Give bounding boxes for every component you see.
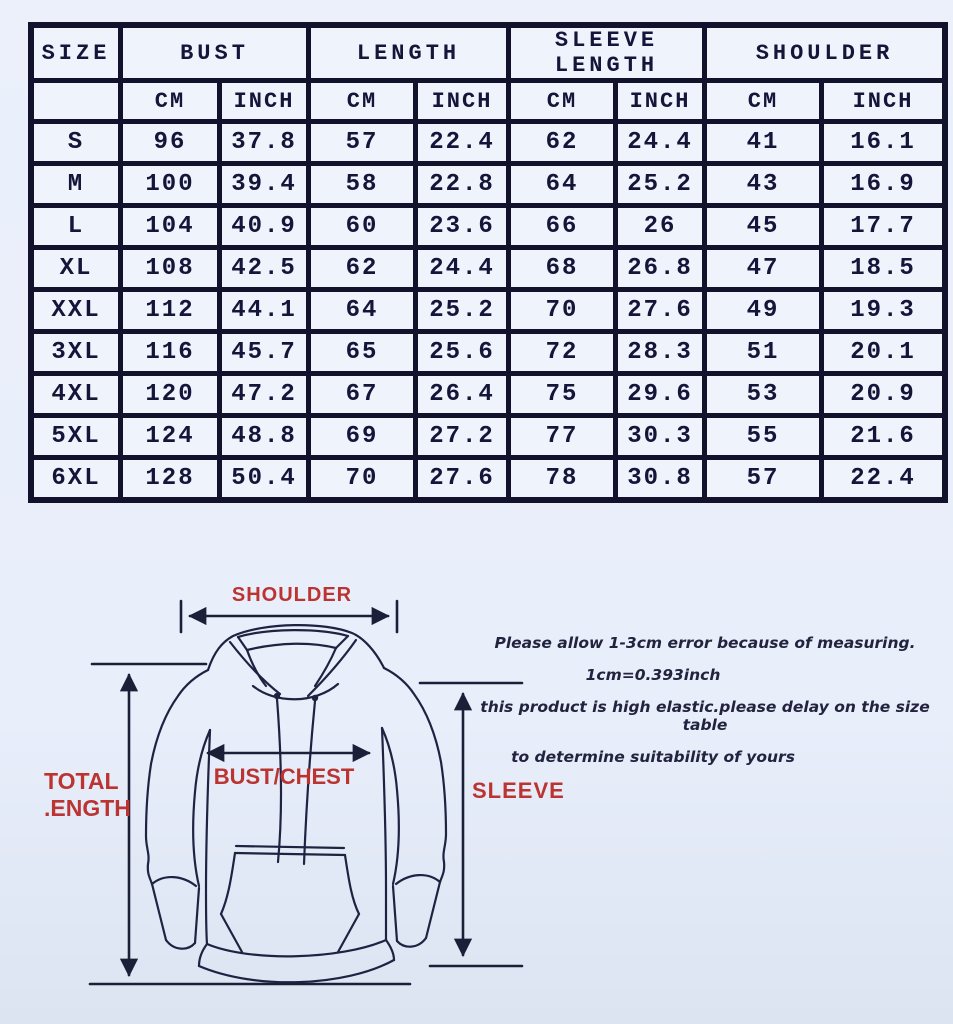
- value-cell: 53: [707, 376, 819, 413]
- value-cell: 22.4: [824, 460, 942, 497]
- value-cell: 77: [511, 418, 613, 455]
- table-row: [34, 460, 942, 497]
- table-row: [34, 418, 942, 455]
- value-cell: 75: [511, 376, 613, 413]
- note-line: 1cm=0.393inch: [585, 666, 721, 684]
- table-row: [34, 334, 942, 371]
- note-line: to determine suitability of yours: [511, 748, 795, 766]
- value-cell: 120: [123, 376, 217, 413]
- value-cell: 62: [511, 124, 613, 161]
- value-cell: 21.6: [824, 418, 942, 455]
- table-row: [34, 292, 942, 329]
- value-cell: 96: [123, 124, 217, 161]
- value-cell: 69: [311, 418, 413, 455]
- value-cell: 57: [707, 460, 819, 497]
- value-cell: 45: [707, 208, 819, 245]
- value-cell: 30.8: [618, 460, 702, 497]
- column-group-header: SHOULDER: [707, 28, 942, 78]
- value-cell: 20.9: [824, 376, 942, 413]
- value-cell: 16.9: [824, 166, 942, 203]
- value-cell: 20.1: [824, 334, 942, 371]
- total-length-label: [44, 768, 131, 822]
- value-cell: 27.2: [418, 418, 506, 455]
- note-line: this product is high elastic.please delay on the size table: [480, 698, 930, 734]
- value-cell: 44.1: [222, 292, 306, 329]
- unit-header: CM: [707, 83, 819, 119]
- table-unit-row: [34, 83, 942, 119]
- value-cell: 64: [511, 166, 613, 203]
- value-cell: 49: [707, 292, 819, 329]
- size-cell: S: [34, 124, 118, 161]
- size-cell: M: [34, 166, 118, 203]
- value-cell: 27.6: [618, 292, 702, 329]
- size-cell: 3XL: [34, 334, 118, 371]
- value-cell: 78: [511, 460, 613, 497]
- value-cell: 65: [311, 334, 413, 371]
- size-chart-table: [28, 22, 948, 503]
- size-cell: L: [34, 208, 118, 245]
- size-cell: 4XL: [34, 376, 118, 413]
- measuring-notes: [462, 634, 948, 780]
- value-cell: 70: [511, 292, 613, 329]
- value-cell: 64: [311, 292, 413, 329]
- hoodie-outline-drawing: [146, 625, 446, 982]
- value-cell: 25.2: [618, 166, 702, 203]
- value-cell: 55: [707, 418, 819, 455]
- value-cell: 41: [707, 124, 819, 161]
- table-row: [34, 250, 942, 287]
- column-group-header: LENGTH: [311, 28, 506, 78]
- value-cell: 50.4: [222, 460, 306, 497]
- value-cell: 128: [123, 460, 217, 497]
- value-cell: 42.5: [222, 250, 306, 287]
- value-cell: 48.8: [222, 418, 306, 455]
- value-cell: 62: [311, 250, 413, 287]
- value-cell: 16.1: [824, 124, 942, 161]
- value-cell: 23.6: [418, 208, 506, 245]
- table-group-row: [34, 28, 942, 78]
- value-cell: 72: [511, 334, 613, 371]
- value-cell: 68: [511, 250, 613, 287]
- value-cell: 57: [311, 124, 413, 161]
- value-cell: 116: [123, 334, 217, 371]
- size-cell: 6XL: [34, 460, 118, 497]
- shoulder-label: SHOULDER: [231, 584, 353, 606]
- unit-header: CM: [123, 83, 217, 119]
- unit-header: INCH: [222, 83, 306, 119]
- value-cell: 108: [123, 250, 217, 287]
- note-line: Please allow 1-3cm error because of measuring.: [494, 634, 916, 652]
- value-cell: 30.3: [618, 418, 702, 455]
- value-cell: 112: [123, 292, 217, 329]
- value-cell: 22.8: [418, 166, 506, 203]
- table-row: [34, 376, 942, 413]
- value-cell: 66: [511, 208, 613, 245]
- blank-cell: [34, 83, 118, 119]
- value-cell: 100: [123, 166, 217, 203]
- value-cell: 28.3: [618, 334, 702, 371]
- total-length-label-line1: TOTAL: [44, 768, 119, 794]
- value-cell: 24.4: [418, 250, 506, 287]
- unit-header: INCH: [824, 83, 942, 119]
- unit-header: INCH: [618, 83, 702, 119]
- value-cell: 124: [123, 418, 217, 455]
- column-group-header: SLEEVE LENGTH: [511, 28, 702, 78]
- value-cell: 43: [707, 166, 819, 203]
- table-row: [34, 124, 942, 161]
- size-cell: XXL: [34, 292, 118, 329]
- total-length-label-line2: .ENGTH: [44, 795, 131, 821]
- value-cell: 70: [311, 460, 413, 497]
- value-cell: 58: [311, 166, 413, 203]
- table-row: [34, 166, 942, 203]
- value-cell: 104: [123, 208, 217, 245]
- size-cell: XL: [34, 250, 118, 287]
- value-cell: 47.2: [222, 376, 306, 413]
- value-cell: 47: [707, 250, 819, 287]
- value-cell: 22.4: [418, 124, 506, 161]
- unit-header: CM: [511, 83, 613, 119]
- column-group-header: BUST: [123, 28, 306, 78]
- value-cell: 37.8: [222, 124, 306, 161]
- value-cell: 19.3: [824, 292, 942, 329]
- value-cell: 26.8: [618, 250, 702, 287]
- table-body: [34, 124, 942, 497]
- value-cell: 45.7: [222, 334, 306, 371]
- value-cell: 51: [707, 334, 819, 371]
- value-cell: 60: [311, 208, 413, 245]
- value-cell: 40.9: [222, 208, 306, 245]
- sleeve-label: SLEEVE: [472, 778, 565, 803]
- table-row: [34, 208, 942, 245]
- value-cell: 18.5: [824, 250, 942, 287]
- value-cell: 67: [311, 376, 413, 413]
- unit-header: CM: [311, 83, 413, 119]
- value-cell: 24.4: [618, 124, 702, 161]
- value-cell: 25.2: [418, 292, 506, 329]
- value-cell: 25.6: [418, 334, 506, 371]
- bust-chest-label: BUST/CHEST: [213, 764, 355, 789]
- column-group-header: SIZE: [34, 28, 118, 78]
- value-cell: 17.7: [824, 208, 942, 245]
- measurement-arrows: [90, 601, 522, 984]
- value-cell: 27.6: [418, 460, 506, 497]
- size-cell: 5XL: [34, 418, 118, 455]
- unit-header: INCH: [418, 83, 506, 119]
- value-cell: 29.6: [618, 376, 702, 413]
- total-length-measure-arrow: [90, 664, 410, 984]
- value-cell: 26: [618, 208, 702, 245]
- value-cell: 26.4: [418, 376, 506, 413]
- value-cell: 39.4: [222, 166, 306, 203]
